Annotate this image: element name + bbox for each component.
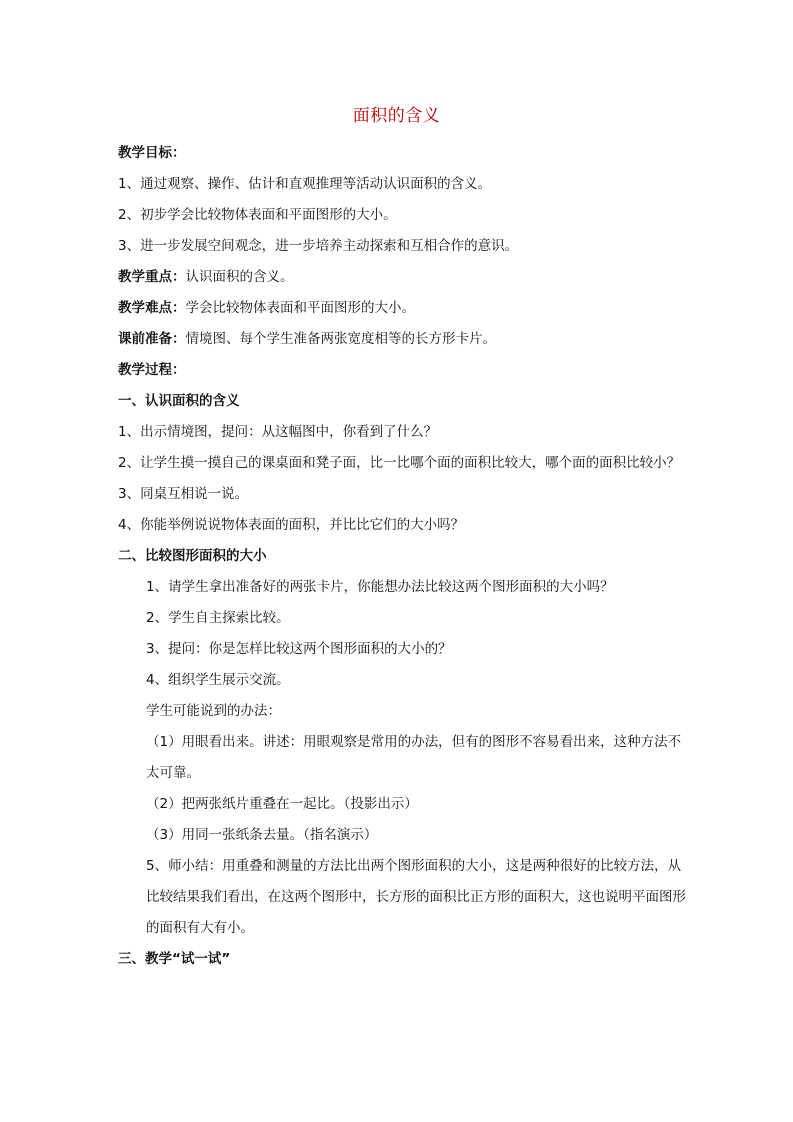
section-2-heading: 二、比较图形面积的大小	[118, 548, 267, 564]
section-1-heading: 一、认识面积的含义	[118, 393, 240, 409]
preparation-label: 课前准备：	[118, 331, 186, 347]
section-2-item-4: 4、组织学生展示交流。	[146, 672, 290, 688]
key-point-label: 教学重点：	[118, 269, 186, 285]
process-heading: 教学过程：	[118, 362, 186, 378]
key-point-text: 认识面积的含义。	[185, 269, 294, 285]
objective-2: 2、初步学会比较物体表面和平面图形的大小。	[118, 207, 397, 223]
section-3-heading: 三、教学“试一试”	[118, 951, 231, 967]
difficult-point-label: 教学难点：	[118, 300, 186, 316]
section-2-item-3: 3、提问：你是怎样比较这两个图形面积的大小的？	[146, 641, 452, 657]
section-2-method-2: （2）把两张纸片重叠在一起比。（投影出示）	[146, 796, 418, 812]
key-point	[118, 262, 688, 293]
section-2-item-2: 2、学生自主探索比较。	[146, 610, 290, 626]
section-1-item-2: 2、让学生摸一摸自己的课桌面和凳子面，比一比哪个面的面积比较大，哪个面的面积比较小？	[118, 455, 681, 471]
section-2-method-3: （3）用同一张纸条去量。（指名演示）	[146, 827, 378, 843]
objective-1: 1、通过观察、操作、估计和直观推理等活动认识面积的含义。	[118, 176, 492, 192]
section-1-item-4: 4、你能举例说说物体表面的面积，并比比它们的大小吗？	[118, 517, 465, 533]
section-1-item-1: 1、出示情境图，提问：从这幅图中，你看到了什么？	[118, 424, 438, 440]
section-2-item-1: 1、请学生拿出准备好的两张卡片，你能想办法比较这两个图形面积的大小吗？	[146, 579, 614, 595]
difficult-point	[118, 293, 688, 324]
document-body	[118, 138, 688, 975]
section-2-summary: 5、师小结：用重叠和测量的方法比出两个图形面积的大小，这是两种很好的比较方法，从比较结果我们看出，在这两个图形中，长方形的面积比正方形的面积大，这也说明平面图形的面积有大有小。	[146, 858, 686, 936]
section-1-item-3: 3、同桌互相说一说。	[118, 486, 249, 502]
objectives-heading: 教学目标：	[118, 145, 186, 161]
section-2-methods-intro: 学生可能说到的办法：	[146, 703, 281, 719]
difficult-point-text: 学会比较物体表面和平面图形的大小。	[185, 300, 415, 316]
preparation	[118, 324, 688, 355]
page-title: 面积的含义	[352, 106, 441, 126]
section-2-method-1: （1）用眼看出来。讲述：用眼观察是常用的办法，但有的图形不容易看出来，这种方法不太可靠。	[146, 734, 682, 781]
objective-3: 3、进一步发展空间观念，进一步培养主动探索和互相合作的意识。	[118, 238, 519, 254]
preparation-text: 情境图、每个学生准备两张宽度相等的长方形卡片。	[185, 331, 496, 347]
